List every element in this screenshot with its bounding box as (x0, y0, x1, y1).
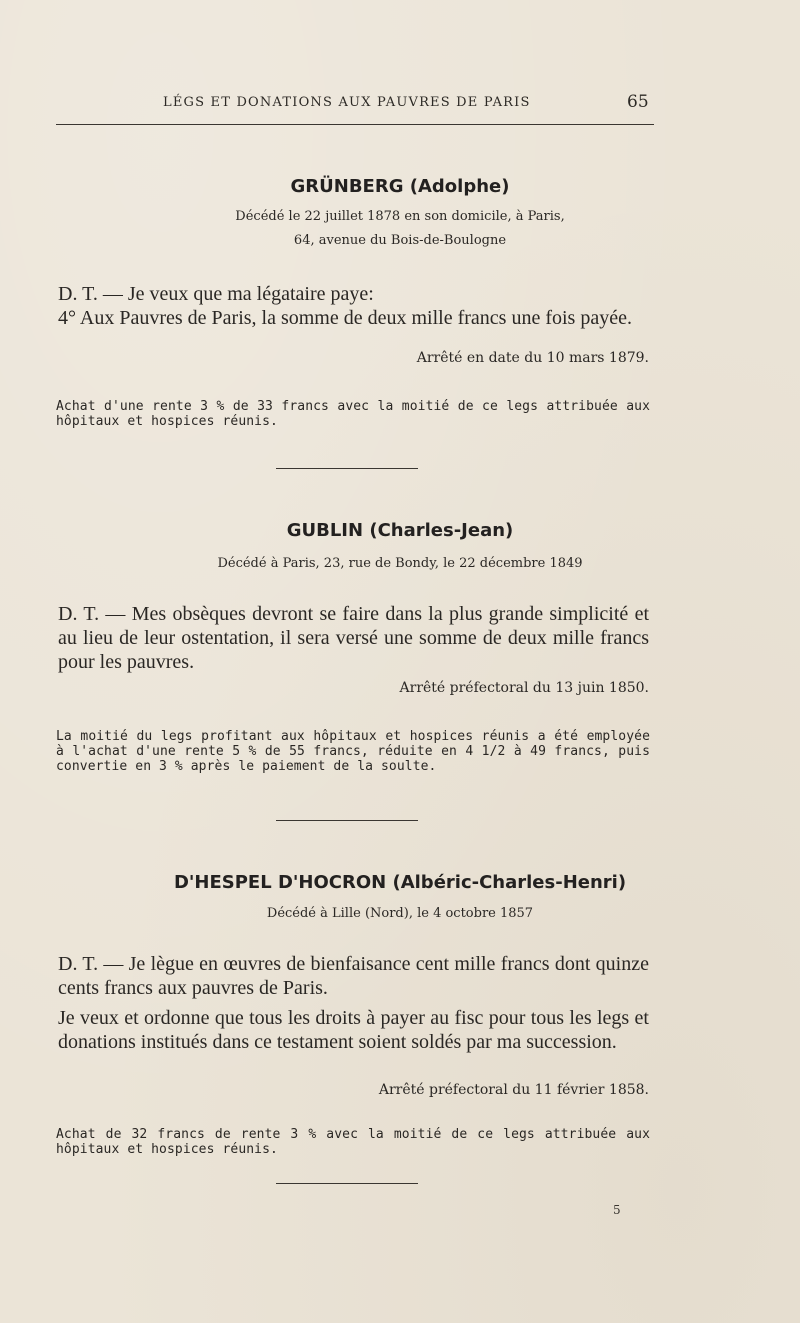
entry-subtitle-line: 64, avenue du Bois-de-Boulogne (293, 233, 507, 248)
testament-text (58, 602, 649, 674)
testament-paragraph: Je veux et ordonne que tous les droits à payer au fisc pour tous les legs et donations institués dans ce testament soient soldés par ma succession. (58, 1007, 649, 1053)
entry-surname: GUBLIN (286, 520, 364, 541)
section-separator (276, 1183, 418, 1184)
section-separator (276, 820, 418, 821)
page-number: 65 (627, 92, 649, 112)
running-header (0, 92, 800, 115)
entry-given-name: (Charles-Jean) (369, 520, 514, 541)
entry-subtitle-line: Décédé à Lille (Nord), le 4 octobre 1857 (266, 906, 534, 921)
arrete-line: Arrêté en date du 10 mars 1879. (416, 350, 649, 366)
entry-note: La moitié du legs profitant aux hôpitaux et hospices réunis a été employée à l'achat d'une rente 5 % de 55 francs, réduite en 4 1/2 à 49 francs, puis convertie en 3 % après le paiement de la soulte. (56, 729, 650, 774)
entry-name-gublin (0, 520, 800, 541)
testament-paragraph: 4° Aux Pauvres de Paris, la somme de deux mille francs une fois payée. (58, 307, 632, 329)
arrete-line: Arrêté préfectoral du 11 février 1858. (378, 1082, 649, 1098)
signature-mark: 5 (613, 1203, 621, 1217)
testament-paragraph: D. T. — Je veux que ma légataire paye: (58, 283, 374, 305)
arrete-line: Arrêté préfectoral du 13 juin 1850. (399, 680, 649, 696)
testament-paragraph: D. T. — Je lègue en œuvres de bienfaisance cent mille francs dont quinze cents francs aux pauvres de Paris. (58, 953, 649, 999)
entry-note: Achat d'une rente 3 % de 33 francs avec la moitié de ce legs attribuée aux hôpitaux et hospices réunis. (56, 399, 650, 429)
entry-surname: GRÜNBERG (290, 176, 404, 197)
entry-name-grunberg (0, 176, 800, 197)
testament-paragraph: D. T. — Mes obsèques devront se faire dans la plus grande simplicité et au lieu de leur ostentation, il sera versé une somme de deux mille francs pour les pauvres. (58, 603, 649, 673)
entry-given-name: (Adolphe) (409, 176, 510, 197)
header-rule (56, 124, 654, 125)
entry-surname: D'HESPEL D'HOCRON (173, 872, 387, 893)
section-separator (276, 468, 418, 469)
running-title: LÉGS ET DONATIONS AUX PAUVRES DE PARIS (163, 95, 531, 110)
entry-subtitle-line: Décédé le 22 juillet 1878 en son domicile, à Paris, (235, 209, 565, 224)
testament-text (58, 282, 649, 330)
entry-subtitle-line: Décédé à Paris, 23, rue de Bondy, le 22 décembre 1849 (217, 556, 583, 571)
entry-note: Achat de 32 francs de rente 3 % avec la moitié de ce legs attribuée aux hôpitaux et hospices réunis. (56, 1127, 650, 1157)
entry-given-name: (Albéric-Charles-Henri) (392, 872, 627, 893)
entry-name-dhespel-dhocron (0, 872, 800, 893)
testament-text (58, 952, 649, 1054)
